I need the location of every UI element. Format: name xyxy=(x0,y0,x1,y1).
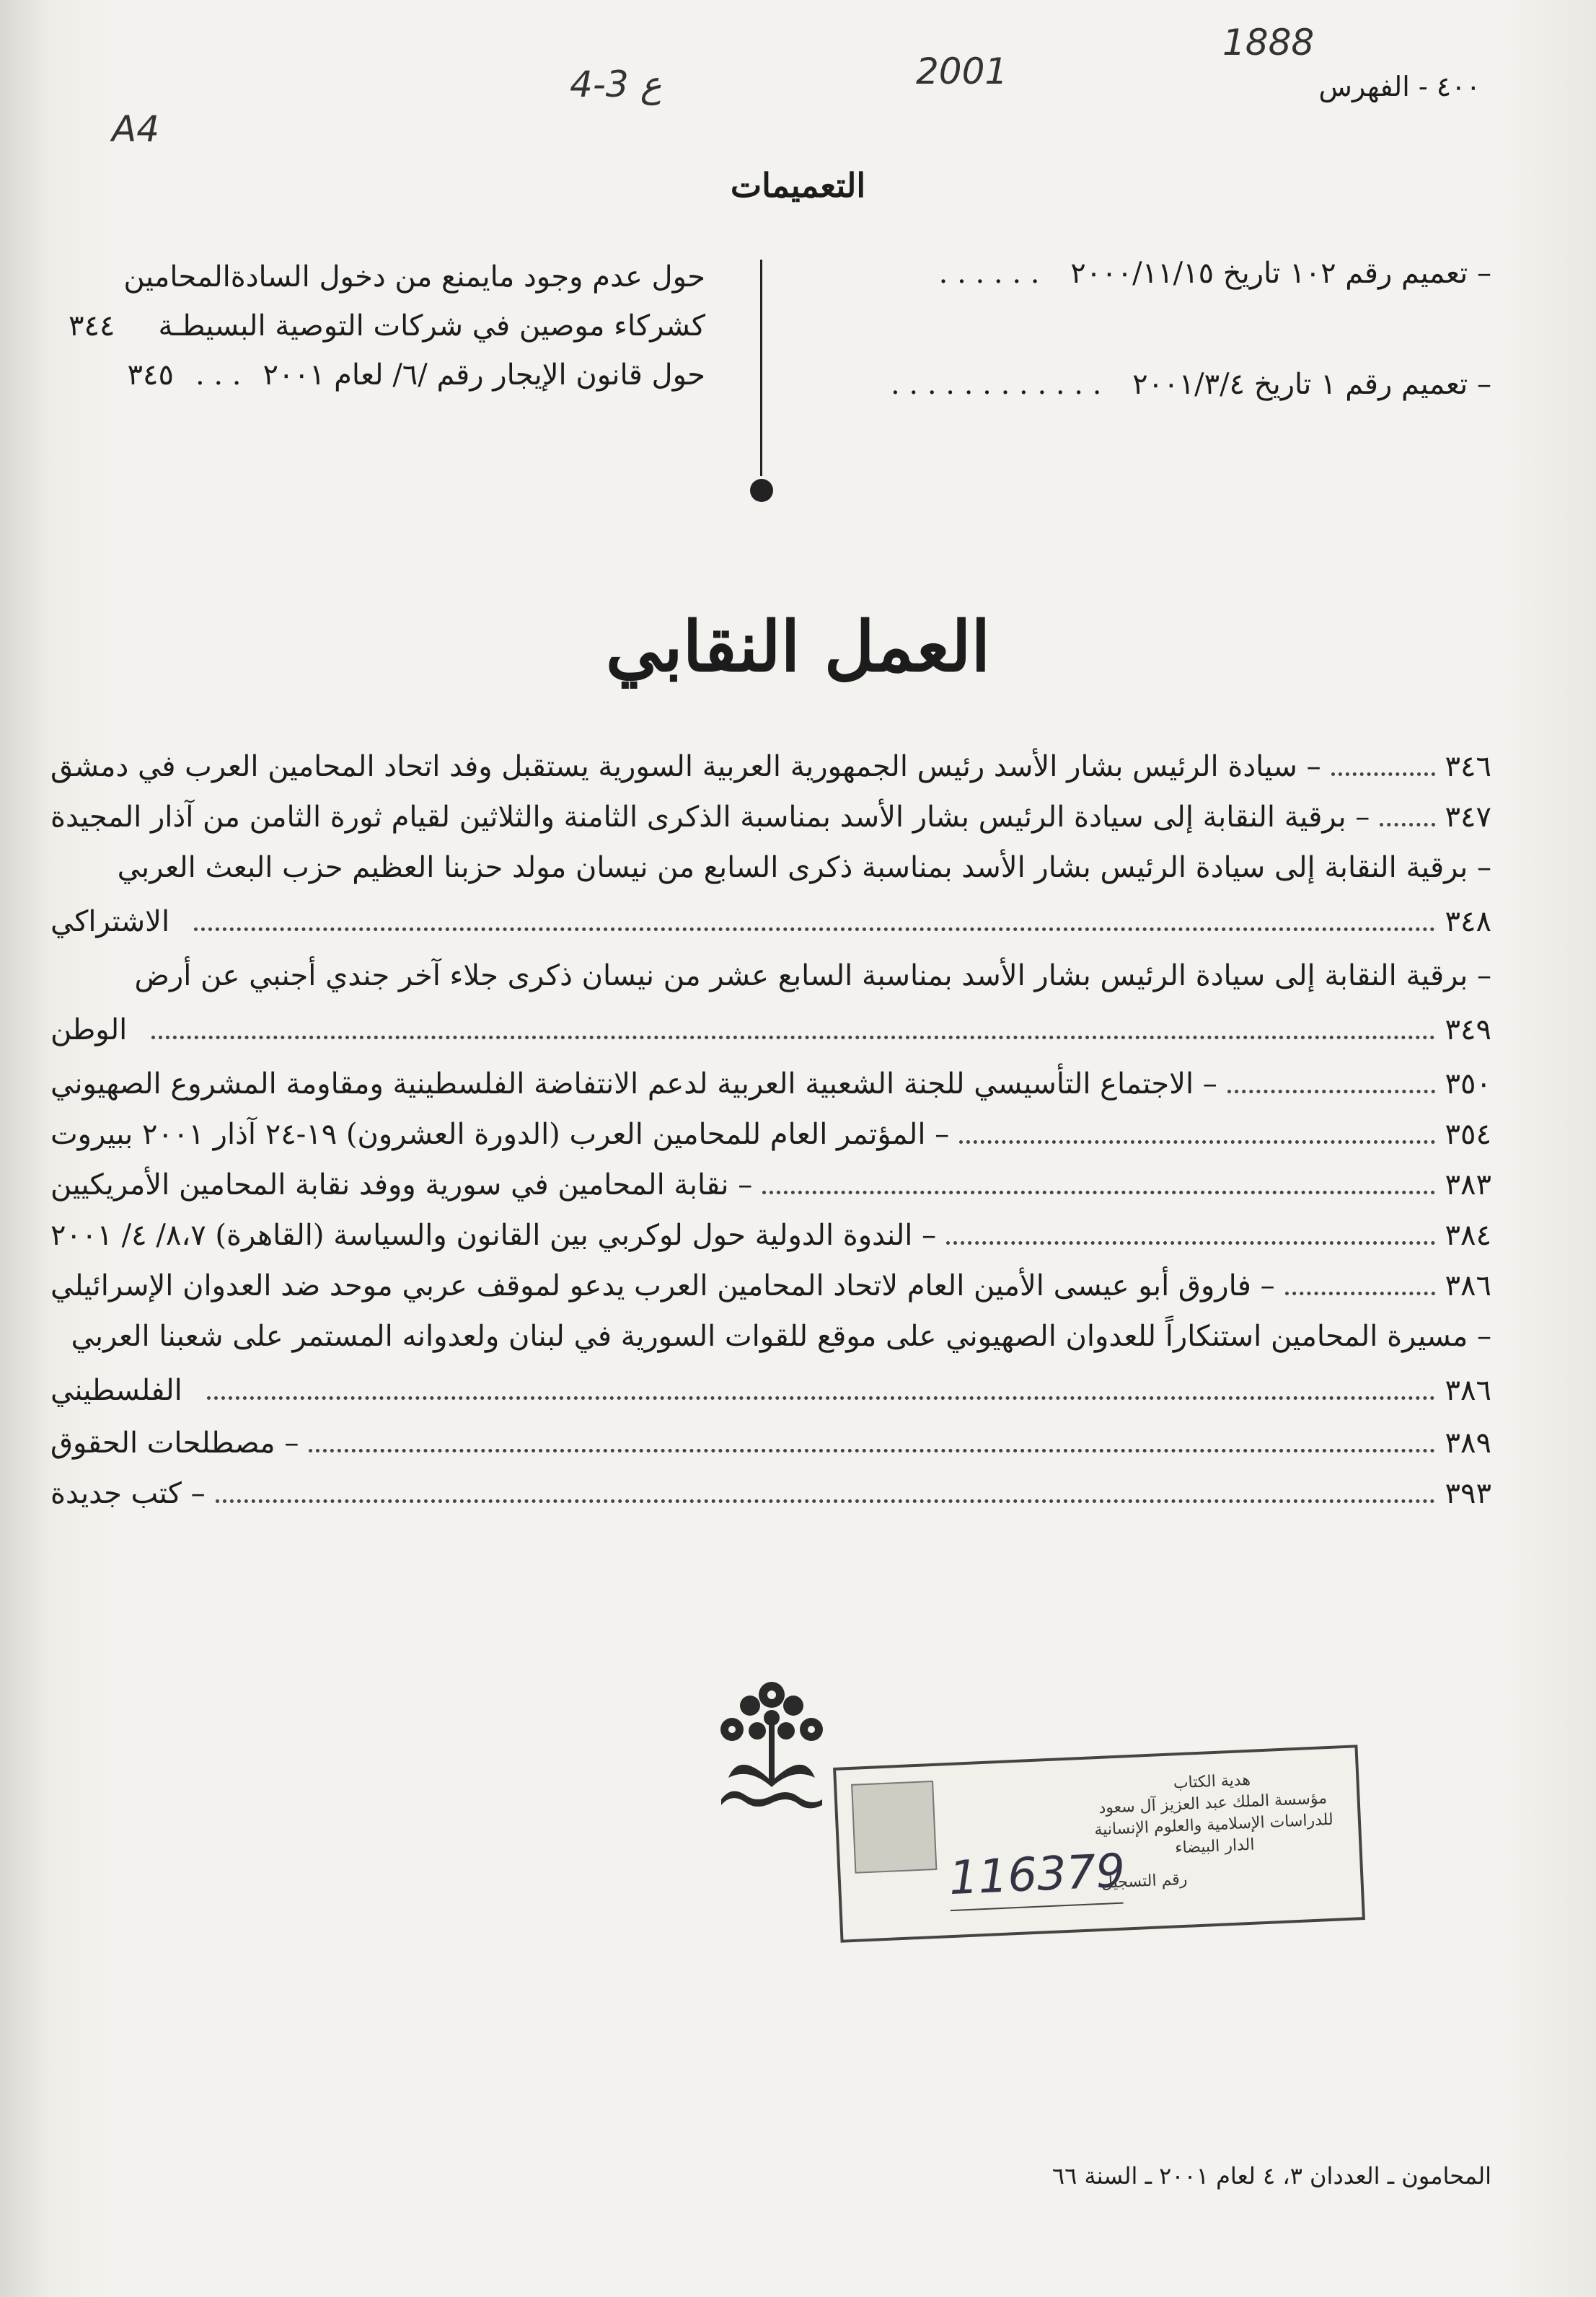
handwritten-note: 1888 xyxy=(1222,22,1315,63)
section-title: العمل النقابي xyxy=(605,606,991,687)
circular-desc-line: حول قانون الإيجار رقم /٦/ لعام ٢٠٠١. . .٣٤٥ xyxy=(127,358,705,392)
toc-entry: – الاجتماع التأسيسي للجنة الشعبية العربية لدعم الانتفاضة الفلسطينية ومقاومة المشروع الصهيوني ٣٥٠ xyxy=(50,1067,1491,1101)
page-number: ٣٨٣ xyxy=(1445,1168,1491,1202)
registration-number: 116379 xyxy=(948,1844,1127,1906)
toc-entry-continued: الفلسطيني ٣٨٦ xyxy=(50,1374,1491,1407)
leader-dots: . . . . . . xyxy=(938,257,1040,290)
stamp-label: رقم التسجيل xyxy=(1101,1870,1188,1892)
stamp-photo xyxy=(851,1781,937,1874)
column-divider xyxy=(760,260,762,476)
page-number: ٣٤٧ xyxy=(1445,801,1491,834)
toc-entry: – برقية النقابة إلى سيادة الرئيس بشار الأسد بمناسبة ذكرى السابع من نيسان مولد حزبنا العظيم حزب البعث العربي xyxy=(117,851,1491,884)
page-number: ٣٤٥ xyxy=(127,358,174,392)
toc-entry: – فاروق أبو عيسى الأمين العام لاتحاد المحامين العرب يدعو لموقف عربي موحد ضد العدوان الإسرائيلي ٣٨٦ xyxy=(50,1269,1491,1302)
page-number: ٣٤٨ xyxy=(1445,905,1491,938)
toc-entry: – برقية النقابة إلى سيادة الرئيس بشار الأسد بمناسبة الذكرى الثامنة والثلاثين لقيام ثورة الثامن من آذار المجيدة ٣٤٧ xyxy=(50,801,1491,834)
toc-entry: – سيادة الرئيس بشار الأسد رئيس الجمهورية العربية السورية يستقبل وفد اتحاد المحامين العرب في دمشق ٣٤٦ xyxy=(50,750,1491,783)
library-stamp xyxy=(833,1745,1365,1943)
toc-entry: – المؤتمر العام للمحامين العرب (الدورة العشرون) ١٩-٢٤ آذار ٢٠٠١ ببيروت ٣٥٤ xyxy=(50,1118,1491,1151)
circular-entry xyxy=(891,368,1491,401)
circular-description xyxy=(69,252,705,400)
toc-entry: – نقابة المحامين في سورية ووفد نقابة المحامين الأمريكيين ٣٨٣ xyxy=(50,1168,1491,1202)
handwritten-note: 2001 xyxy=(916,50,1008,92)
page-header: ٤٠٠ - الفهرس xyxy=(1318,71,1481,102)
page-number: ٣٩٣ xyxy=(1445,1477,1491,1510)
page-number: ٣٥٤ xyxy=(1445,1118,1491,1151)
circular-entry xyxy=(939,257,1491,290)
page-number: ٣٤٦ xyxy=(1445,750,1491,783)
toc-entry: – كتب جديدة ٣٩٣ xyxy=(50,1477,1491,1510)
page-number: ٣٤٩ xyxy=(1445,1013,1491,1046)
circular-desc-line: كشركاء موصين في شركات التوصية البسيطـة٣٤٤ xyxy=(69,309,705,343)
toc-entry: – مصطلحات الحقوق ٣٨٩ xyxy=(50,1427,1491,1460)
toc-entry-continued: الاشتراكي ٣٤٨ xyxy=(50,905,1491,938)
toc-entry: – مسيرة المحامين استنكاراً للعدوان الصهيوني على موقع للقوات السورية في لبنان ولعدوانه المستمر على شعبنا العربي xyxy=(71,1320,1491,1353)
toc-entry: – الندوة الدولية حول لوكربي بين القانون والسياسة (القاهرة) ٨،٧/ ٤/ ٢٠٠١ ٣٨٤ xyxy=(50,1219,1491,1252)
stamp-text: هدية الكتاب مؤسسة الملك عبد العزيز آل سعود للدراسات الإسلامية والعلوم الإنسانية الدار البيضاء xyxy=(1093,1771,1334,1858)
page-number: ٣٨٦ xyxy=(1445,1374,1491,1407)
leader-dots: . . . . . . . . . . . . xyxy=(891,368,1102,401)
circular-desc-line: حول عدم وجود مايمنع من دخول السادةالمحامين xyxy=(123,260,705,294)
page-number: ٣٤٤ xyxy=(69,309,115,343)
page-number: ٣٨٩ xyxy=(1445,1427,1491,1460)
circular-title: – تعميم رقم ١٠٢ تاريخ ٢٠٠٠/١١/١٥ xyxy=(1070,257,1491,290)
handwritten-note: A4 xyxy=(112,108,160,150)
page-number: ٣٥٠ xyxy=(1445,1067,1491,1101)
handwritten-note: ع 3-4 xyxy=(570,63,662,105)
divider-dot xyxy=(750,479,773,502)
page-number: ٣٨٦ xyxy=(1445,1269,1491,1302)
toc-entry-continued: الوطن ٣٤٩ xyxy=(50,1013,1491,1046)
circulars-heading: التعميمات xyxy=(730,166,866,205)
page-number: ٣٨٤ xyxy=(1445,1219,1491,1252)
page-footer: المحامون ـ العددان ٣، ٤ لعام ٢٠٠١ ـ السنة ٦٦ xyxy=(1051,2162,1491,2190)
floral-ornament-icon xyxy=(700,1673,844,1817)
toc-entry: – برقية النقابة إلى سيادة الرئيس بشار الأسد بمناسبة السابع عشر من نيسان ذكرى جلاء آخر جندي أجنبي عن أرض xyxy=(134,959,1491,992)
circular-title: – تعميم رقم ١ تاريخ ٢٠٠١/٣/٤ xyxy=(1132,368,1491,401)
